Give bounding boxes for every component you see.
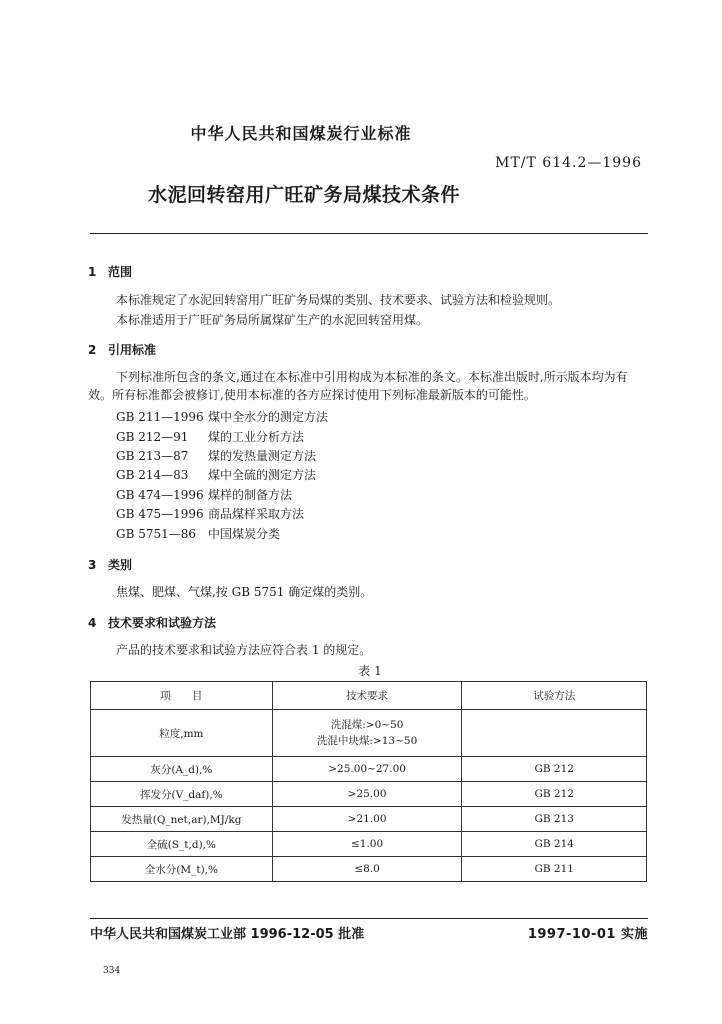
requirement-cell: ≤8.0 [272, 857, 462, 882]
effective-date: 1997-10-01 实施 [527, 927, 648, 942]
method-cell: GB 213 [462, 807, 647, 832]
requirement-cell: 洗混煤:>0~50 洗混中块煤:>13~50 [272, 710, 462, 757]
table-caption: 表 1 [358, 664, 382, 678]
requirement-cell: >25.00 [272, 782, 462, 807]
reference-item: GB 475—1996 商品煤样采取方法 [116, 507, 305, 521]
reference-item: GB 214—83 煤中全硫的测定方法 [116, 468, 317, 482]
section-heading-categories: 3 类别 [88, 558, 133, 572]
table-header-row [91, 682, 647, 710]
categories-paragraph: 焦煤、肥煤、气煤,按 GB 5751 确定煤的类别。 [116, 585, 373, 599]
scope-paragraph-1: 本标准规定了水泥回转窑用广旺矿务局煤的类别、技术要求、试验方法和检验规则。 [116, 293, 561, 307]
document-title: 水泥回转窑用广旺矿务局煤技术条件 [148, 184, 461, 206]
table-row [91, 807, 647, 832]
section-heading-scope: 1 范围 [88, 265, 133, 279]
reference-item: GB 474—1996 煤样的制备方法 [116, 488, 293, 502]
requirement-cell: >25.00~27.00 [272, 757, 462, 782]
column-header-requirement: 技术要求 [272, 682, 462, 710]
section-heading-references: 2 引用标准 [88, 343, 157, 357]
method-cell: GB 212 [462, 757, 647, 782]
table-row [91, 757, 647, 782]
item-cell: 发热量(Q_net,ar),MJ/kg [91, 807, 273, 832]
requirement-cell: ≤1.00 [272, 832, 462, 857]
reference-item: GB 212—91 煤的工业分析方法 [116, 430, 305, 444]
requirement-cell: >21.00 [272, 807, 462, 832]
table-row [91, 710, 647, 757]
table-row [91, 857, 647, 882]
reference-item: GB 213—87 煤的发热量测定方法 [116, 449, 317, 463]
requirements-paragraph: 产品的技术要求和试验方法应符合表 1 的规定。 [116, 643, 372, 657]
method-cell: GB 212 [462, 782, 647, 807]
page-number: 334 [103, 966, 121, 976]
table-row [91, 832, 647, 857]
method-cell [462, 710, 647, 757]
requirements-table [90, 681, 647, 882]
approval-statement: 中华人民共和国煤炭工业部 1996-12-05 批准 [90, 927, 365, 942]
table-row [91, 782, 647, 807]
scope-paragraph-2: 本标准适用于广旺矿务局所属煤矿生产的水泥回转窑用煤。 [116, 313, 429, 327]
item-cell: 全水分(M_t),% [91, 857, 273, 882]
item-cell: 全硫(S_t,d),% [91, 832, 273, 857]
references-intro: 下列标准所包含的条文,通过在本标准中引用构成为本标准的条文。本标准出版时,所示版本均为有效。所有标准都会被修订,使用本标准的各方应探讨使用下列标准最新版本的可能性。 [88, 370, 628, 402]
column-header-item: 项 目 [91, 682, 273, 710]
title-divider [90, 233, 648, 234]
standard-category-header: 中华人民共和国煤炭行业标准 [190, 124, 412, 143]
column-header-test-method: 试验方法 [462, 682, 647, 710]
reference-item: GB 211—1996 煤中全水分的测定方法 [116, 410, 329, 424]
item-cell: 挥发分(V_daf),% [91, 782, 273, 807]
standard-number: MT/T 614.2—1996 [495, 155, 642, 171]
method-cell: GB 211 [462, 857, 647, 882]
method-cell: GB 214 [462, 832, 647, 857]
reference-item: GB 5751—86 中国煤炭分类 [116, 527, 281, 541]
section-heading-requirements: 4 技术要求和试验方法 [88, 616, 217, 630]
item-cell: 粒度,mm [91, 710, 273, 757]
footer-divider [90, 918, 648, 919]
item-cell: 灰分(A_d),% [91, 757, 273, 782]
